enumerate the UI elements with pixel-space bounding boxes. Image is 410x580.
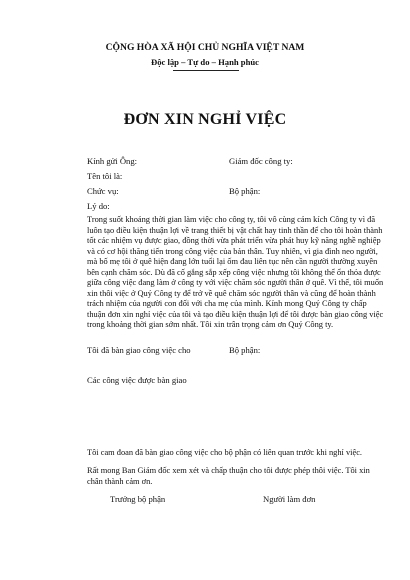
field-ly-do: Lý do: [87,201,110,211]
paragraph-line: luôn tạo điều kiện thuận lợi về trang thiết bị vật chất hay tinh thần để cho tôi hoàn thành [87,225,383,235]
handover-recipient: Tôi đã bàn giao công việc cho [87,345,191,355]
signature-department-head: Trưởng bộ phận [110,494,166,504]
national-header: CỘNG HÒA XÃ HỘI CHỦ NGHĨA VIỆT NAM [105,42,305,53]
field-chuc-vu: Chức vụ: [87,186,119,196]
field-bo-phan: Bộ phận: [229,186,261,196]
handover-department: Bộ phận: [229,345,261,355]
paragraph-line: tốt các nhiệm vụ được giao, đồng thời vừa phát triển vừa phát huy kỹ năng nghề nghiệp [87,236,381,245]
paragraph-line: bên cạnh chăm sóc. Dù đã cố gắng sắp xếp công việc nhưng tôi không thể ổn thỏa được [87,267,381,277]
motto-underline [173,70,239,71]
request-statement-line2: chân thành cảm ơn. [87,477,153,486]
handover-tasks: Các công việc được bàn giao [87,375,187,385]
field-giam-doc: Giám đốc công ty: [229,156,293,166]
paragraph-line: và có cơ hội thăng tiến trong công việc của bản thân. Tuy nhiên, vì gia đình neo người, [87,246,378,256]
national-motto: Độc lập – Tự do – Hạnh phúc [151,57,259,67]
paragraph-line: mà bố mẹ tôi ở quê hiện đang lớn tuổi lại ốm đau liên tục nên cần người thường xuyên [87,257,378,266]
paragraph-line: xin thôi việc ở Quý Công ty để trở về quê chăm sóc người thân và cũng để hoàn thành [87,288,376,298]
signature-applicant: Người làm đơn [263,494,316,504]
paragraph-line: trong khoảng thời gian sớm nhất. Tôi xin trân trọng cảm ơn Quý Công ty. [87,320,334,329]
paragraph-line: Trong suốt khoảng thời gian làm việc cho công ty, tôi vô cùng cảm kích Công ty vì đã [87,215,376,224]
request-statement-line1: Rất mong Ban Giám đốc xem xét và chấp thuận cho tôi được phép thôi việc. Tôi xin [87,466,370,475]
commitment-statement: Tôi cam đoan đã bàn giao công việc cho bộ phận có liên quan trước khi nghỉ việc. [87,448,363,457]
paragraph-line: thuận đơn xin nghỉ việc của tôi và tạo điều kiện thuận lợi để tôi được bàn giao công việc [87,309,384,319]
paragraph-line: giữa công việc đang làm ở công ty với việc chăm sóc người thân ở quê. Vì thế, tôi muốn [87,278,384,287]
paragraph-line: trách nhiệm của người con đối với cha mẹ của mình. Kính mong Quý Công ty chấp [87,299,367,308]
reason-paragraph [87,215,384,331]
field-kinh-gui: Kính gửi Ông: [87,156,138,166]
field-ten: Tên tôi là: [87,171,123,181]
document-title: ĐƠN XIN NGHỈ VIỆC [123,111,287,128]
